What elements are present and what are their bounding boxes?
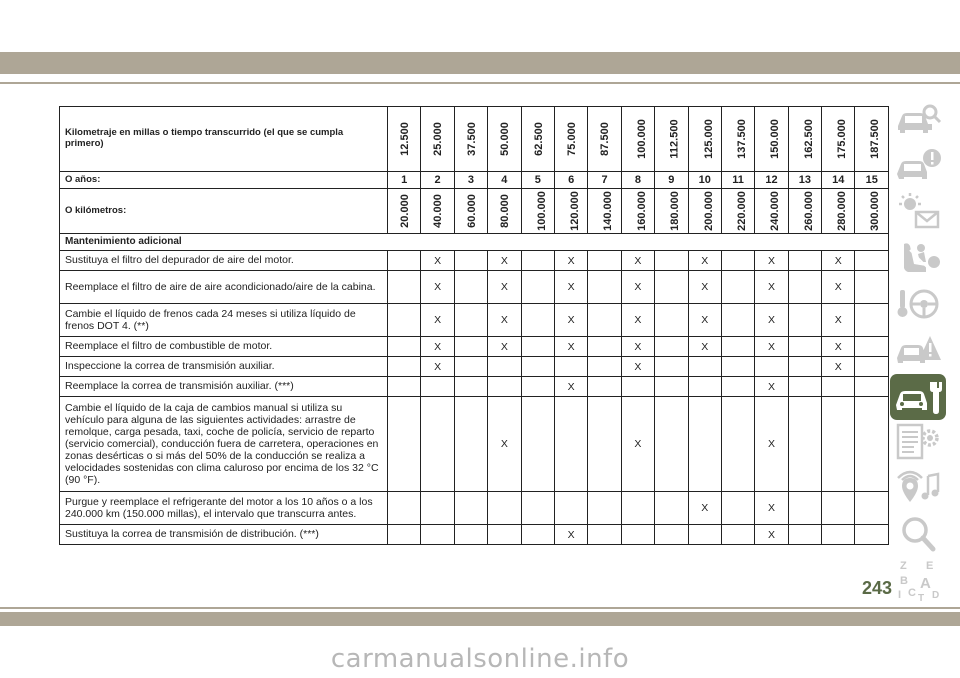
interval-cell [521,337,554,357]
index-letter: C [908,587,916,599]
interval-cell: X [688,271,721,304]
interval-cell [588,377,621,397]
interval-cell [755,357,788,377]
miles-value: 62.500 [532,122,545,156]
interval-cell: X [421,304,454,337]
index-letter: E [926,560,934,572]
interval-cell: X [755,304,788,337]
miles-header-cell [721,107,754,172]
km-header-cell [822,189,855,234]
miles-value: 112.500 [668,119,681,159]
year-cell: 5 [521,172,554,189]
interval-cell [488,357,521,377]
car-hazard-icon [894,330,942,370]
interval-cell: X [688,304,721,337]
interval-cell: X [488,271,521,304]
interval-cell: X [621,251,654,271]
interval-cell [721,377,754,397]
interval-cell [788,271,821,304]
year-cell: 2 [421,172,454,189]
interval-cell [655,492,688,525]
interval-cell [588,525,621,545]
interval-cell [588,337,621,357]
multimedia-nav-icon [894,468,942,508]
years-label: O años: [60,172,388,189]
miles-value: 175.000 [835,119,848,159]
interval-cell [454,397,487,492]
interval-cell [388,304,421,337]
tab-emergency[interactable] [892,328,944,372]
miles-header-cell [655,107,688,172]
task-label: Sustituya la correa de transmisión de distribución. (***) [60,525,388,545]
km-header-cell [788,189,821,234]
miles-header-cell [588,107,621,172]
miles-header-cell [621,107,654,172]
interval-cell [788,357,821,377]
interval-cell [855,337,889,357]
interval-cell [788,304,821,337]
year-cell: 4 [488,172,521,189]
interval-cell: X [822,304,855,337]
interval-cell: X [421,271,454,304]
miles-header-cell [755,107,788,172]
interval-cell: X [554,271,587,304]
interval-cell: X [488,397,521,492]
header-label: Kilometraje en millas o tiempo transcurrido (el que se cumpla primero) [60,107,388,172]
interval-cell [521,525,554,545]
interval-cell: X [755,377,788,397]
spec-list-gear-icon [894,422,942,462]
year-cell: 6 [554,172,587,189]
interval-cell: X [822,271,855,304]
interval-cell [588,304,621,337]
miles-header-cell [521,107,554,172]
interval-cell: X [488,251,521,271]
interval-cell [454,304,487,337]
interval-cell [454,377,487,397]
tab-starting-driving[interactable] [892,282,944,326]
task-label: Reemplace el filtro de aire de aire acondicionado/aire de la cabina. [60,271,388,304]
interval-cell [788,377,821,397]
tab-warning-lights[interactable] [892,190,944,234]
km-header-cell [688,189,721,234]
interval-cell [454,525,487,545]
miles-value: 100.000 [635,119,648,159]
interval-cell [621,525,654,545]
interval-cell [855,357,889,377]
year-cell: 11 [721,172,754,189]
interval-cell [388,357,421,377]
km-header-row [60,189,889,234]
miles-value: 187.500 [869,119,882,159]
bottom-banner [0,612,960,626]
interval-cell [388,492,421,525]
interval-cell [521,492,554,525]
header-row-miles [60,107,889,172]
car-wrench-icon [893,377,943,417]
tab-multimedia[interactable] [892,466,944,510]
interval-cell [588,271,621,304]
interval-cell [788,525,821,545]
bottom-rule [0,607,960,609]
maintenance-table [59,106,889,545]
interval-cell [721,492,754,525]
interval-cell: X [621,357,654,377]
interval-cell [721,357,754,377]
interval-cell: X [688,492,721,525]
interval-cell [688,525,721,545]
tab-search[interactable] [892,512,944,556]
interval-cell [388,337,421,357]
interval-cell [388,397,421,492]
km-value: 200.000 [702,191,715,231]
interval-cell [822,377,855,397]
km-value: 280.000 [835,191,848,231]
interval-cell [454,271,487,304]
miles-header-cell [855,107,889,172]
interval-cell [655,271,688,304]
index-letter: A [920,575,931,592]
interval-cell [621,377,654,397]
tab-servicing-maintenance[interactable] [890,374,946,420]
interval-cell [521,251,554,271]
interval-cell: X [621,337,654,357]
km-value: 160.000 [635,191,648,231]
interval-cell [621,492,654,525]
table-row [60,357,889,377]
interval-cell [388,525,421,545]
year-cell: 9 [655,172,688,189]
seat-airbag-icon [894,238,942,278]
km-value: 300.000 [869,191,882,231]
interval-cell [788,397,821,492]
interval-cell [688,397,721,492]
interval-cell [788,251,821,271]
search-magnifier-icon [894,514,942,554]
interval-cell [655,377,688,397]
key-steering-wheel-icon [894,284,942,324]
interval-cell: X [554,337,587,357]
interval-cell [855,377,889,397]
km-header-cell [521,189,554,234]
miles-value: 12.500 [398,122,411,156]
interval-cell: X [755,397,788,492]
car-info-icon [894,146,942,186]
table-row [60,271,889,304]
interval-cell [521,271,554,304]
interval-cell [488,377,521,397]
table-row [60,337,889,357]
car-search-icon [894,100,942,140]
interval-cell [454,337,487,357]
interval-cell [388,271,421,304]
interval-cell [588,357,621,377]
warning-light-message-icon [894,192,942,232]
index-letter: D [932,590,940,601]
task-label: Cambie el líquido de frenos cada 24 meses si utiliza líquido de frenos DOT 4. (**) [60,304,388,337]
interval-cell [655,357,688,377]
interval-cell [721,337,754,357]
task-label: Inspeccione la correa de transmisión auxiliar. [60,357,388,377]
interval-cell [554,492,587,525]
task-label: Purgue y reemplace el refrigerante del motor a los 10 años o a los 240.000 km (150.000 millas), el intervalo que transcurra antes. [60,492,388,525]
section-row [60,234,889,251]
interval-cell: X [621,304,654,337]
interval-cell [521,304,554,337]
km-value: 100.000 [535,191,548,231]
year-cell: 1 [388,172,421,189]
interval-cell [655,251,688,271]
interval-cell [588,251,621,271]
interval-cell [655,337,688,357]
table-row [60,492,889,525]
interval-cell [655,304,688,337]
km-header-cell [588,189,621,234]
task-label: Reemplace la correa de transmisión auxiliar. (***) [60,377,388,397]
interval-cell [855,251,889,271]
interval-cell [721,271,754,304]
miles-header-cell [788,107,821,172]
miles-value: 162.500 [802,119,815,159]
interval-cell: X [554,525,587,545]
interval-cell: X [822,251,855,271]
km-value: 220.000 [735,191,748,231]
interval-cell [521,357,554,377]
interval-cell: X [688,251,721,271]
interval-cell [388,251,421,271]
interval-cell [855,397,889,492]
km-header-cell [488,189,521,234]
interval-cell [421,492,454,525]
miles-value: 50.000 [499,122,511,156]
task-label: Reemplace el filtro de combustible de motor. [60,337,388,357]
interval-cell [721,525,754,545]
km-header-cell [755,189,788,234]
interval-cell [788,492,821,525]
miles-header-cell [454,107,487,172]
interval-cell [421,525,454,545]
interval-cell: X [621,271,654,304]
page-number: 243 [861,578,893,598]
miles-value: 87.500 [599,122,612,156]
table-row [60,397,889,492]
km-value: 180.000 [669,191,682,231]
interval-cell: X [755,492,788,525]
interval-cell: X [554,304,587,337]
interval-cell [521,377,554,397]
interval-cell [822,492,855,525]
table-row [60,251,889,271]
year-cell: 13 [788,172,821,189]
interval-cell [521,397,554,492]
interval-cell [721,304,754,337]
year-cell: 15 [855,172,889,189]
km-header-cell [554,189,587,234]
km-header-cell [721,189,754,234]
interval-cell: X [554,377,587,397]
tab-car-info[interactable] [892,144,944,188]
miles-header-cell [822,107,855,172]
interval-cell [454,251,487,271]
km-value: 120.000 [568,191,581,231]
interval-cell [855,525,889,545]
interval-cell [554,397,587,492]
interval-cell [655,525,688,545]
interval-cell [855,271,889,304]
miles-value: 75.000 [565,122,578,156]
km-value: 80.000 [499,194,511,228]
year-cell: 14 [822,172,855,189]
km-header-cell [421,189,454,234]
interval-cell: X [822,337,855,357]
watermark: carmanualsonline.info [330,644,630,674]
miles-header-cell [388,107,421,172]
interval-cell [855,304,889,337]
table-row [60,525,889,545]
interval-cell [488,525,521,545]
interval-cell: X [554,251,587,271]
year-cell: 10 [688,172,721,189]
miles-value: 137.500 [735,119,748,159]
interval-cell [454,357,487,377]
tab-car-search[interactable] [892,98,944,142]
table-row [60,377,889,397]
year-cell: 7 [588,172,621,189]
interval-cell [554,357,587,377]
km-header-cell [855,189,889,234]
km-value: 60.000 [465,194,478,228]
interval-cell [788,337,821,357]
interval-cell: X [755,251,788,271]
task-label: Sustituya el filtro del depurador de aire del motor. [60,251,388,271]
interval-cell: X [822,357,855,377]
miles-value: 125.000 [702,119,715,159]
tab-seat-safety[interactable] [892,236,944,280]
year-cell: 12 [755,172,788,189]
top-rule [0,82,960,84]
task-label: Cambie el líquido de la caja de cambios manual si utiliza su vehículo para alguna de las siguientes actividades: arrastre de remolque, carga pesada, taxi, coche de policía, servicio de reparto (servicio comercial), conducción fuera de carretera, operaciones en zonas desérticas o si más del 50% de la conducción se realiza a velocidades sostenidas con clima caluroso por encima de los 32 °C (90 °F). [60,397,388,492]
km-header-cell [388,189,421,234]
miles-header-cell [421,107,454,172]
interval-cell [721,251,754,271]
year-cell: 3 [454,172,487,189]
interval-cell [688,377,721,397]
interval-cell [688,357,721,377]
interval-cell [655,397,688,492]
miles-value: 25.000 [432,122,445,156]
interval-cell [454,492,487,525]
km-header-cell [621,189,654,234]
interval-cell: X [488,304,521,337]
km-value: 20.000 [398,194,411,228]
miles-value: 150.000 [769,119,782,159]
interval-cell: X [755,271,788,304]
interval-cell [488,492,521,525]
km-label: O kilómetros: [60,189,388,234]
section-title: Mantenimiento adicional [60,234,889,251]
miles-value: 37.500 [465,122,478,156]
interval-cell: X [621,397,654,492]
miles-header-cell [688,107,721,172]
table-row [60,304,889,337]
top-banner [0,52,960,74]
interval-cell [388,377,421,397]
index-letter: I [898,589,902,601]
interval-cell: X [755,337,788,357]
interval-cell: X [421,357,454,377]
miles-header-cell [554,107,587,172]
km-value: 260.000 [802,191,815,231]
miles-header-cell [488,107,521,172]
tab-technical-specs[interactable] [892,420,944,464]
index-letter: T [918,593,925,602]
years-row [60,172,889,189]
interval-cell: X [488,337,521,357]
interval-cell [421,397,454,492]
index-letter: B [900,575,908,587]
km-value: 140.000 [602,191,615,231]
year-cell: 8 [621,172,654,189]
km-value: 240.000 [769,191,782,231]
interval-cell [822,525,855,545]
interval-cell [855,492,889,525]
interval-cell: X [688,337,721,357]
interval-cell: X [755,525,788,545]
interval-cell [822,397,855,492]
km-header-cell [655,189,688,234]
interval-cell [588,492,621,525]
km-value: 40.000 [432,194,445,228]
index-letter: Z [900,560,907,572]
interval-cell [588,397,621,492]
interval-cell [421,377,454,397]
km-header-cell [454,189,487,234]
interval-cell: X [421,251,454,271]
interval-cell [721,397,754,492]
interval-cell: X [421,337,454,357]
